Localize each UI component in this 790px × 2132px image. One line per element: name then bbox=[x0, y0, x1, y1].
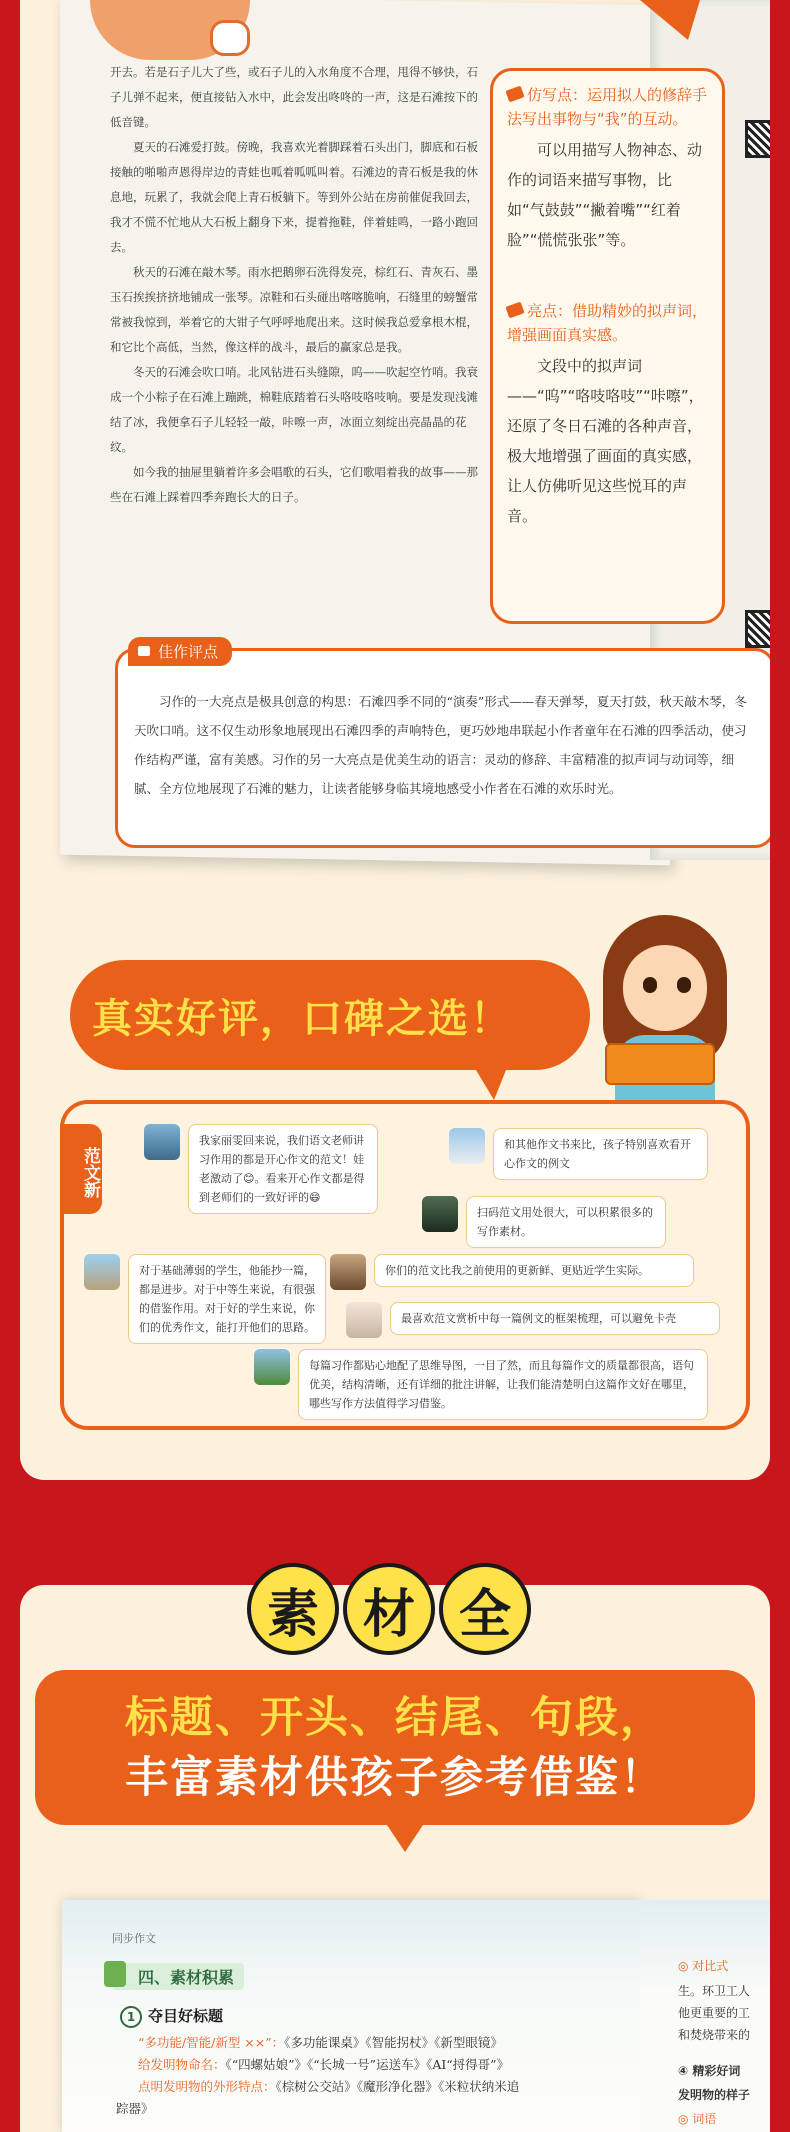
essay-paragraph: 秋天的石滩在敲木琴。雨水把鹅卵石洗得发亮，棕红石、青灰石、墨玉石挨挨挤挤地铺成一张琴。凉鞋和石头碰出喀喀脆响，石缝里的螃蟹常常被我惊到，举着它的大钳子气呼呼地爬出来。这时候我总爱拿根木棍，和它比个高低，当然，像这样的战斗，最后的赢家总是我。 bbox=[110, 265, 478, 354]
review-item bbox=[84, 1254, 326, 1344]
review-message: 和其他作文书来比，孩子特别喜欢看开心作文的例文 bbox=[493, 1128, 708, 1180]
highlight-body: 文段中的拟声词——“呜”“咯吱咯吱”“咔嚓”，还原了冬日石滩的各种声音，极大地增强了画面的真实感，让人仿佛听见这些悦耳的声音。 bbox=[507, 357, 704, 525]
avatar bbox=[330, 1254, 366, 1290]
line-text: 《“四螺姑娘”》《“长城一号”运送车》《AI“捋得哥”》 bbox=[225, 2057, 510, 2072]
review-message: 对于基础薄弱的学生，他能抄一篇，都是进步。对于中等生来说，有很强的借鉴作用。对于好的学生来说，你们的优秀作文，能打开他们的思路。 bbox=[128, 1254, 326, 1344]
review-message: 你们的范文比我之前使用的更新鲜、更贴近学生实际。 bbox=[374, 1254, 694, 1287]
subsection-title-text: 夺目好标题 bbox=[148, 2007, 224, 2025]
material-line bbox=[138, 2032, 503, 2054]
material-title-circles bbox=[247, 1563, 531, 1655]
right-page-text: 他更重要的工 bbox=[678, 2006, 751, 2020]
reviews-box bbox=[60, 1100, 750, 1430]
review-message: 最喜欢范文赏析中每一篇例文的框架梳理，可以避免卡壳 bbox=[390, 1302, 720, 1335]
annotation-callout bbox=[490, 68, 725, 624]
avatar bbox=[449, 1128, 485, 1164]
qr-code-icon bbox=[745, 610, 770, 648]
line-label: “多功能/智能/新型 ××”： bbox=[138, 2035, 285, 2050]
title-circle: 素 bbox=[247, 1563, 339, 1655]
banner-line-2: 丰富素材供孩子参考借鉴！ bbox=[125, 1752, 665, 1803]
line-label: 给发明物命名： bbox=[138, 2057, 226, 2072]
material-line: 踪器》 bbox=[116, 2101, 154, 2116]
essay-paragraph: 开去。若是石子儿大了些，或石子儿的入水角度不合理，甩得不够快，石子儿弹不起来，便直接钻入水中，此会发出咚咚的一声，这是石滩按下的低音键。 bbox=[110, 65, 478, 129]
right-page-text: 发明物的样子 bbox=[678, 2088, 751, 2102]
review-item bbox=[422, 1196, 666, 1248]
section-title: 四、素材积累 bbox=[112, 1963, 244, 1990]
book-showcase-panel bbox=[20, 0, 770, 1480]
avatar bbox=[422, 1196, 458, 1232]
review-tab: 佳作评点 bbox=[128, 637, 232, 666]
essay-text bbox=[110, 60, 480, 510]
book-tag: 同步作文 bbox=[112, 1932, 156, 1945]
right-page-text: 生。环卫工人 bbox=[678, 1984, 751, 1998]
essay-paragraph: 如今我的抽屉里躺着许多会唱歌的石头，它们歌唱着我的故事——那些在石滩上踩着四季奔跑长大的日子。 bbox=[110, 465, 478, 504]
review-item bbox=[346, 1302, 720, 1338]
right-page-text: 和焚烧带来的 bbox=[678, 2028, 751, 2042]
qr-code-icon bbox=[745, 120, 770, 158]
review-message: 我家丽雯回来说，我们语文老师讲习作用的都是开心作文的范文！娃老激动了😊。看来开心作文都是得到老师们的一致好评的😄 bbox=[188, 1124, 378, 1214]
review-message: 扫码范文用处很大，可以积累很多的写作素材。 bbox=[466, 1196, 666, 1248]
material-line bbox=[138, 2076, 519, 2098]
review-item bbox=[144, 1124, 378, 1214]
review-message: 每篇习作都贴心地配了思维导图，一目了然，而且每篇作文的质量都很高，语句优美，结构清晰，还有详细的批注讲解，让我们能清楚明白这篇作文好在哪里，哪些写作方法值得学习借鉴。 bbox=[298, 1349, 708, 1420]
right-page-text: ◎ 词语 bbox=[678, 2112, 717, 2126]
title-circle: 材 bbox=[343, 1563, 435, 1655]
cartoon-kid-shoe bbox=[210, 20, 250, 56]
title-circle: 全 bbox=[439, 1563, 531, 1655]
banner-tail bbox=[470, 1060, 510, 1100]
girl-reading-illustration bbox=[585, 915, 745, 1110]
line-text: 《多功能课桌》《智能拐杖》《新型眼镜》 bbox=[284, 2035, 503, 2050]
imitation-point-heading: 仿写点：运用拟人的修辞手法写出事物与“我”的互动。 bbox=[507, 86, 708, 128]
line-text: 《棕树公交站》《魔形净化器》《米粒状纳米追 bbox=[275, 2079, 520, 2094]
reviews-banner-text: 真实好评，口碑之选！ bbox=[92, 995, 512, 1042]
avatar bbox=[254, 1349, 290, 1385]
subsection-title bbox=[120, 2005, 223, 2028]
essay-paragraph: 冬天的石滩会吹口哨。北风钻进石头缝隙，呜——吹起空竹哨。我衰成一个小粽子在石滩上蹦跳，棉鞋底踏着石头咯吱咯吱响。要是发现浅滩结了冰，我便拿石子儿轻轻一敲，咔嚓一声，冰面立刻绽出亮晶晶的花纹。 bbox=[110, 365, 478, 454]
essay-review-box bbox=[115, 643, 770, 848]
reviews-banner bbox=[70, 960, 590, 1070]
avatar bbox=[144, 1124, 180, 1160]
material-line bbox=[138, 2054, 509, 2076]
review-body: 习作的一大亮点是极具创意的构思：石滩四季不同的“演奏”形式——春天弹琴，夏天打鼓，秋天敲木琴，冬天吹口哨。这不仅生动形象地展现出石滩四季的声响特色，更巧妙地串联起小作者童年在石滩的四季活动，使习作结构严谨，富有美感。习作的另一大亮点是优美生动的语言：灵动的修辞、丰富精准的拟声词与动词等，细腻、全方位地展现了石滩的魅力，让读者能够身临其境地感受小作者在石滩的欢乐时光。 bbox=[134, 694, 747, 796]
imitation-point-body: 可以用描写人物神态、动作的词语来描写事物，比如“气鼓鼓”“撇着嘴”“红着脸”“慌慌张张”等。 bbox=[507, 141, 703, 249]
line-label: 点明发明物的外形特点： bbox=[138, 2079, 276, 2094]
subsection-number: 1 bbox=[120, 2006, 142, 2028]
megaphone-icon bbox=[505, 302, 524, 319]
girl-book bbox=[605, 1043, 715, 1085]
material-banner bbox=[35, 1670, 755, 1825]
review-item bbox=[330, 1254, 694, 1290]
review-item bbox=[449, 1128, 708, 1180]
essay-paragraph: 夏天的石滩爱打鼓。傍晚，我喜欢光着脚踩着石头出门，脚底和石板接触的啪啪声恩得岸边的青蛙也呱着呱呱叫着。石滩边的青石板是我的休息地，玩累了，我就会爬上青石板躺下。等到外公站在房前催促我回去，我才不慌不忙地从大石板上翻身下来，提着拖鞋，伴着蛙鸣，一路小跑回去。 bbox=[110, 140, 478, 254]
girl-eye bbox=[643, 977, 657, 993]
avatar bbox=[84, 1254, 120, 1290]
avatar bbox=[346, 1302, 382, 1338]
right-page-text: ④ 精彩好词 bbox=[678, 2064, 741, 2078]
girl-face bbox=[623, 945, 707, 1031]
highlight-heading: 亮点：借助精妙的拟声词，增强画面真实感。 bbox=[507, 302, 708, 344]
review-item bbox=[254, 1349, 708, 1420]
side-label: 范文新 bbox=[60, 1124, 102, 1214]
right-page-text: ◎ 对比式 bbox=[678, 1959, 729, 1973]
pencil-icon bbox=[505, 86, 524, 103]
girl-eye bbox=[677, 977, 691, 993]
banner-line-1: 标题、开头、结尾、句段， bbox=[125, 1692, 665, 1743]
